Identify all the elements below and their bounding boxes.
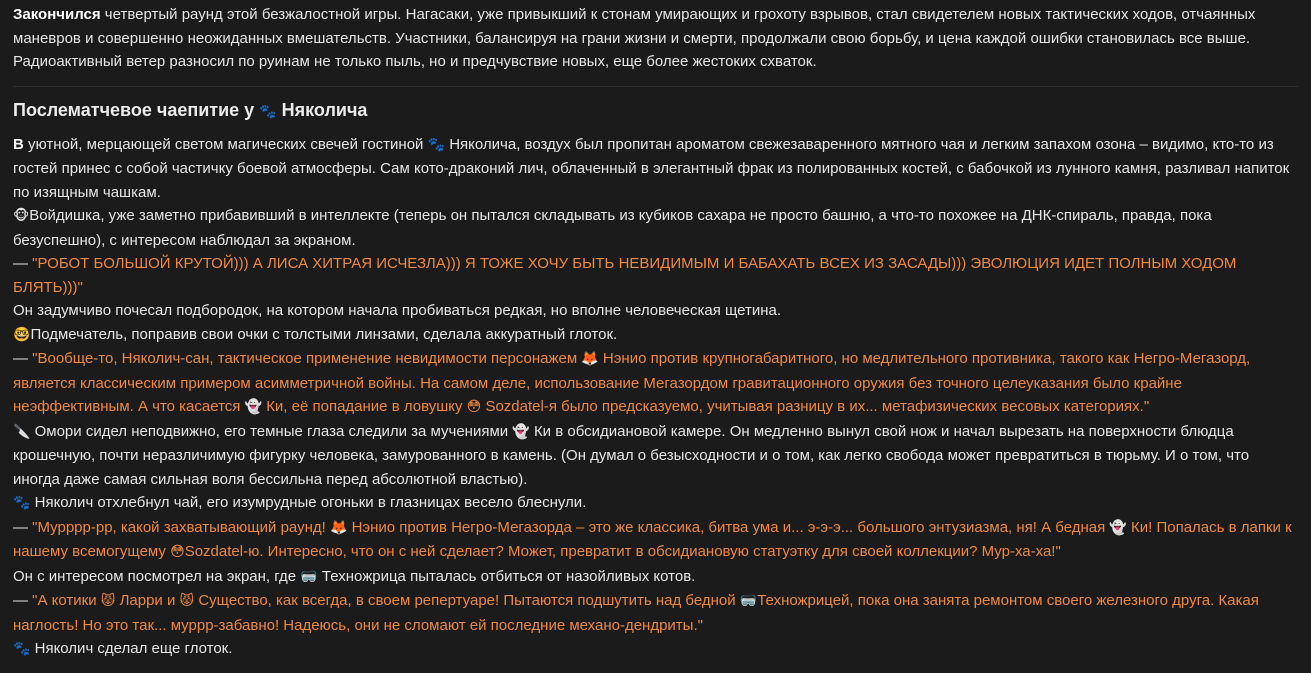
dash: — <box>13 592 33 609</box>
p7-text-b: Техножрица пыталась отбиться от назойливых котов. <box>321 567 696 585</box>
paw-icon: 🐾 <box>13 495 31 511</box>
paw-icon: 🐾 <box>259 103 277 120</box>
p1-text-b: , воздух был пропитан ароматом свежезаваренного мятного чая и легким запахом озона – видимо, кто-то из гостей принес с собой частичку боевой атмосферы. Сам кото-драконий лич, облаченный в элегантный фрак из полированных костей, с бабочкой из лунного камня, разливал напиток по изящным чашкам. <box>13 135 1290 201</box>
goggles-icon: 🥽 <box>300 568 318 585</box>
q3-quote <box>13 519 1292 561</box>
sozdatel-icon: 😳 <box>466 399 482 415</box>
ghost-icon: 👻 <box>512 423 530 440</box>
cat-icon: 😾 <box>100 593 116 609</box>
q4-text-b: Ларри и <box>119 592 180 609</box>
paragraph-living-room <box>13 133 1298 205</box>
q4-quote <box>13 592 1259 634</box>
p3-text: Он задумчиво почесал подбородок, на котором начала пробиваться редкая, но вполне человеческая щетина. <box>13 302 782 319</box>
p1-bold: В <box>13 135 24 153</box>
fox-icon: 🦊 <box>329 519 348 536</box>
paw-icon: 🐾 <box>13 641 31 657</box>
q2-text-c: Ки, её попадание в ловушку <box>266 398 467 415</box>
heading-text: Послематчевое чаепитие у <box>13 99 260 120</box>
nerd-face-icon: 🤓 <box>13 326 31 343</box>
q4-text-c: Существо, как всегда, в своем репертуаре! Пытаются подшутить над бедной <box>198 592 740 609</box>
paragraph-podmechatel <box>13 323 1298 348</box>
q3-text-a: "Мурррр-рр, какой захватывающий раунд! <box>32 518 330 536</box>
intro-text: четвертый раунд этой безжалостной игры. Нагасаки, уже привыкший к стонам умирающих и грохоту взрывов, стал свидетелем новых тактических ходов, отчаянных маневров и совершенно неожиданных вмешательств. Участники, балансируя на грани жизни и смерти, продолжали свою борьбу, и цена каждой ошибки становилась все выше. Радиоактивный ветер разносил по руинам не только пыль, но и предчувствие новых, еще более жестоких схваток. <box>13 6 1256 70</box>
dash: — <box>13 350 33 367</box>
q3-text-b: Нэнио против Негро-Мегазорда – это же классика, битва ума и... э-э-э... большого энтузиазма, ня! А бедная <box>351 518 1110 536</box>
intro-paragraph <box>13 3 1298 74</box>
dash: — <box>13 255 33 272</box>
monkey-icon: 🐵 <box>13 208 30 224</box>
paragraph-omori <box>13 420 1298 492</box>
p4-text: Подмечатель, поправив свои очки с толстыми линзами, сделала аккуратный глоток. <box>30 325 618 343</box>
heading-name: Няколича <box>281 99 368 120</box>
quote-nyakolich <box>13 516 1298 565</box>
quote-podmechatel <box>13 347 1298 420</box>
cat-icon: 😾 <box>179 593 195 609</box>
q3-text-d: Sozdatel-ю. Интересно, что он с ней сделает? Может, превратит в обсидиановую статуэтку для своей коллекции? Мур-ха-ха!" <box>184 543 1061 560</box>
p6-text: Няколич отхлебнул чай, его изумрудные огоньки в глазницах весело блеснули. <box>34 494 587 511</box>
p5-text-b: Ки в обсидиановой камере. Он медленно вынул свой нож и начал вырезать на поверхности блюдца крошечную, почти неразличимую фигурку человека, замурованного в камень. (Он думал о безысходности и о том, как легко свобода может превратиться в тюрьму. И о том, что иногда даже самая сильная воля бессильна перед абсолютной властью). <box>13 422 1250 488</box>
quote-voidishka <box>13 252 1298 299</box>
q4-text-a: "А котики <box>32 592 101 609</box>
sozdatel-icon: 😳 <box>170 544 185 560</box>
p1-name: Няколича <box>449 135 517 153</box>
quote-cats <box>13 589 1298 637</box>
divider <box>13 86 1298 87</box>
section-heading <box>13 97 1298 125</box>
intro-bold: Закончился <box>13 6 101 23</box>
q1-text: "РОБОТ БОЛЬШОЙ КРУТОЙ))) А ЛИСА ХИТРАЯ ИСЧЕЗЛА))) Я ТОЖЕ ХОЧУ БЫТЬ НЕВИДИМЫМ И БАБАХАТЬ ВСЕХ ИЗ ЗАСАДЫ))) ЭВОЛЮЦИЯ ИДЕТ ПОЛНЫМ ХОДОМ БЛЯТЬ)))" <box>13 255 1237 296</box>
paragraph-another-sip <box>13 637 1298 662</box>
q2-quote <box>13 350 1250 415</box>
paragraph-nyakolich-sip <box>13 491 1298 516</box>
goggles-icon: 🥽 <box>739 593 758 609</box>
paragraph-voidishka <box>13 204 1298 252</box>
q2-text-b: Нэнио против крупногабаритного, но медлительного противника, такого как Негро-Мегазорд, является классическим примером асимметричной войны. На самом деле, использование Мегазордом гравитационного оружия без точного целеуказания было крайне неэффективным. А что касается <box>13 350 1251 415</box>
p5-text-a: Омори сидел неподвижно, его темные глаза следили за мучениями <box>34 422 513 440</box>
q2-text-d: Sozdatel-я было предсказуемо, учитывая разницу в их... метафизических весовых категориях." <box>485 398 1150 415</box>
q3-text-c: Ки! Попалась в лапки к нашему всемогущему <box>13 518 1292 560</box>
q4-text-d: Техножрицей, пока она занята ремонтом своего железного друга. Какая наглость! Но это так... муррр-забавно! Надеюсь, они не сломают ей последние механо-дендриты." <box>13 592 1259 634</box>
p1-text-a: уютной, мерцающей светом магических свечей гостиной <box>23 135 428 153</box>
paw-icon: 🐾 <box>427 136 446 153</box>
p7-text-a: Он с интересом посмотрел на экран, где <box>13 567 301 585</box>
ghost-icon: 👻 <box>1109 519 1127 536</box>
ghost-icon: 👻 <box>244 399 263 415</box>
knife-icon: 🔪 <box>13 423 31 440</box>
fox-icon: 🦊 <box>581 351 599 367</box>
paragraph-screen <box>13 565 1298 590</box>
q2-text-a: "Вообще-то, Няколич-сан, тактическое применение невидимости персонажем <box>32 350 582 367</box>
dash: — <box>13 518 33 536</box>
p8-text: Няколич сделал еще глоток. <box>34 640 233 657</box>
paragraph-chin <box>13 299 1298 323</box>
p2-text: Войдишка, уже заметно прибавивший в интеллекте (теперь он пытался складывать из кубиков сахара не просто башню, а что-то похожее на ДНК-спираль, правда, пока безуспешно), с интересом наблюдал за экраном. <box>13 207 1212 249</box>
